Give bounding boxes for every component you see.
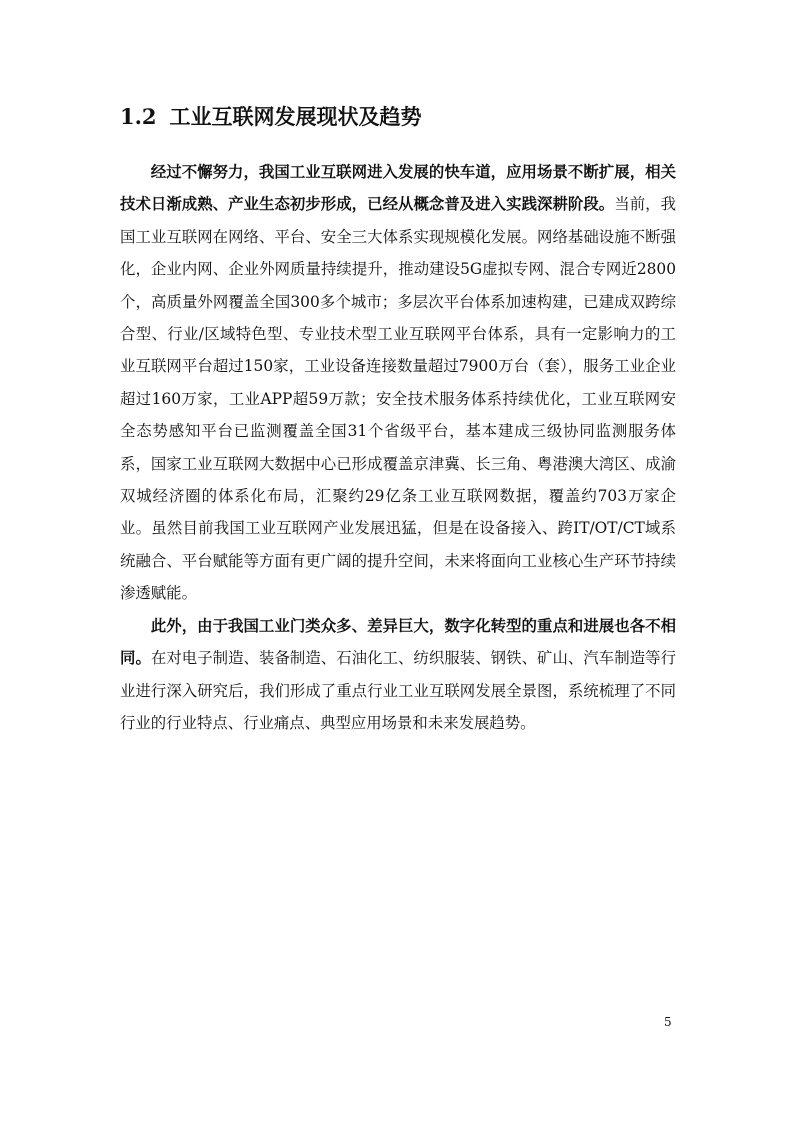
section-heading bbox=[120, 102, 680, 132]
paragraph-2-lead: 此外，由于我国工业门类众多、差异巨大，数字化转型的重点和进展也各不相同。 bbox=[120, 616, 676, 668]
paragraph-2-text: 在对电子制造、装备制造、石油化工、纺织服装、钢铁、矿山、汽车制造等行业进行深入研究后，我们形成了重点行业工业互联网发展全景图，系统梳理了不同行业的行业特点、行业痛点、典型应用场景和未来发展趋势。 bbox=[120, 649, 676, 732]
paragraph-2 bbox=[120, 610, 676, 740]
paragraph-1-text: 当前，我国工业互联网在网络、平台、安全三大体系实现规模化发展。网络基础设施不断强化，企业内网、企业外网质量持续提升，推动建设5G虚拟专网、混合专网近2800个，高质量外网覆盖全国300多个城市；多层次平台体系加速构建，已建成双跨综合型、行业/区域特色型、专业技术型工业互联网平台体系，具有一定影响力的工业互联网平台超过150家，工业设备连接数量超过7900万台（套），服务工业企业超过160万家，工业APP超59万款；安全技术服务体系持续优化，工业互联网安全态势感知平台已监测覆盖全国31个省级平台，基本建成三级协同监测服务体系，国家工业互联网大数据中心已形成覆盖京津冀、长三角、粤港澳大湾区、成渝双城经济圈的体系化布局，汇聚约29亿条工业互联网数据，覆盖约703万家企业。虽然目前我国工业互联网产业发展迅猛，但是在设备接入、跨IT/OT/CT域系统融合、平台赋能等方面有更广阔的提升空间，未来将面向工业核心生产环节持续渗透赋能。 bbox=[120, 195, 676, 603]
paragraph-1-lead: 经过不懈努力，我国工业互联网进入发展的快车道，应用场景不断扩展，相关技术日渐成熟、产业生态初步形成，已经从概念普及进入实践深耕阶段。 bbox=[120, 163, 676, 214]
section-title: 工业互联网发展现状及趋势 bbox=[169, 104, 422, 129]
section-number: 1.2 bbox=[120, 104, 157, 129]
body-text bbox=[120, 156, 676, 739]
paragraph-1 bbox=[120, 156, 676, 610]
page-number: 5 bbox=[664, 1015, 672, 1029]
